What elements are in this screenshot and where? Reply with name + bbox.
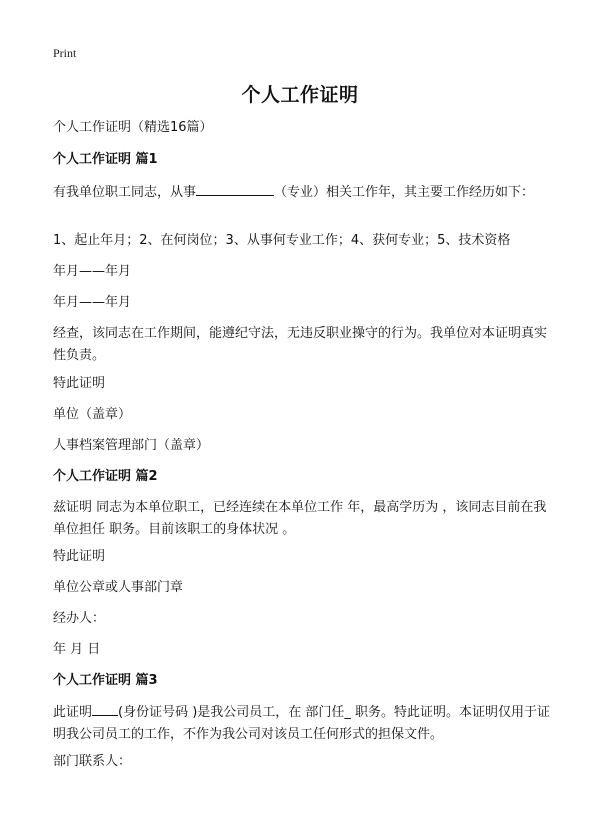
section-3-heading: 个人工作证明 篇3 xyxy=(53,673,158,688)
section-1-heading: 个人工作证明 篇1 xyxy=(53,152,158,167)
section-1-unit-seal: 单位（盖章） xyxy=(53,407,132,422)
intro-text-before: 有我单位职工同志，从事 xyxy=(53,185,197,200)
section-3-body xyxy=(53,701,553,746)
section-2-body: 兹证明 同志为本单位职工，已经连续在本单位工作 年，最高学历为 ，该同志目前在我单位担任 职务。目前该职工的身体状况 。 xyxy=(53,500,547,537)
section-3-body-start: 此证明 xyxy=(53,705,93,720)
section-2-special: 特此证明 xyxy=(53,549,106,564)
fill-blank xyxy=(196,181,274,196)
section-1-items: 1、起止年月；2、在何岗位；3、从事何专业工作；4、获何专业；5、技术资格 xyxy=(53,233,511,248)
section-1-hr-seal: 人事档案管理部门（盖章） xyxy=(53,438,210,453)
fill-blank xyxy=(92,701,118,716)
section-3-body-rest: (身份证号码 )是我公司员工，在 部门任_ 职务。特此证明。本证明仅用于证明我公司员工的工作，不作为我公司对该员工任何形式的担保文件。 xyxy=(53,705,551,742)
section-1-range-1: 年月——年月 xyxy=(53,264,132,279)
section-1-intro xyxy=(53,181,553,204)
section-2-handler: 经办人： xyxy=(53,611,106,626)
section-2-heading: 个人工作证明 篇2 xyxy=(53,469,158,484)
section-2-seal: 单位公章或人事部门章 xyxy=(53,580,184,595)
section-1-range-2: 年月——年月 xyxy=(53,295,132,310)
intro-text-after: （专业）相关工作年，其主要工作经历如下： xyxy=(274,185,535,200)
section-2-date: 年 月 日 xyxy=(53,642,101,657)
print-link[interactable]: Print xyxy=(53,46,77,60)
section-1-special: 特此证明 xyxy=(53,376,106,391)
document-subtitle: 个人工作证明（精选16篇） xyxy=(53,120,213,135)
section-1-verification: 经查，该同志在工作期间，能遵纪守法，无违反职业操守的行为。我单位对本证明真实性负责。 xyxy=(53,326,548,363)
section-3-contact: 部门联系人： xyxy=(53,754,132,769)
document-title: 个人工作证明 xyxy=(241,84,359,106)
